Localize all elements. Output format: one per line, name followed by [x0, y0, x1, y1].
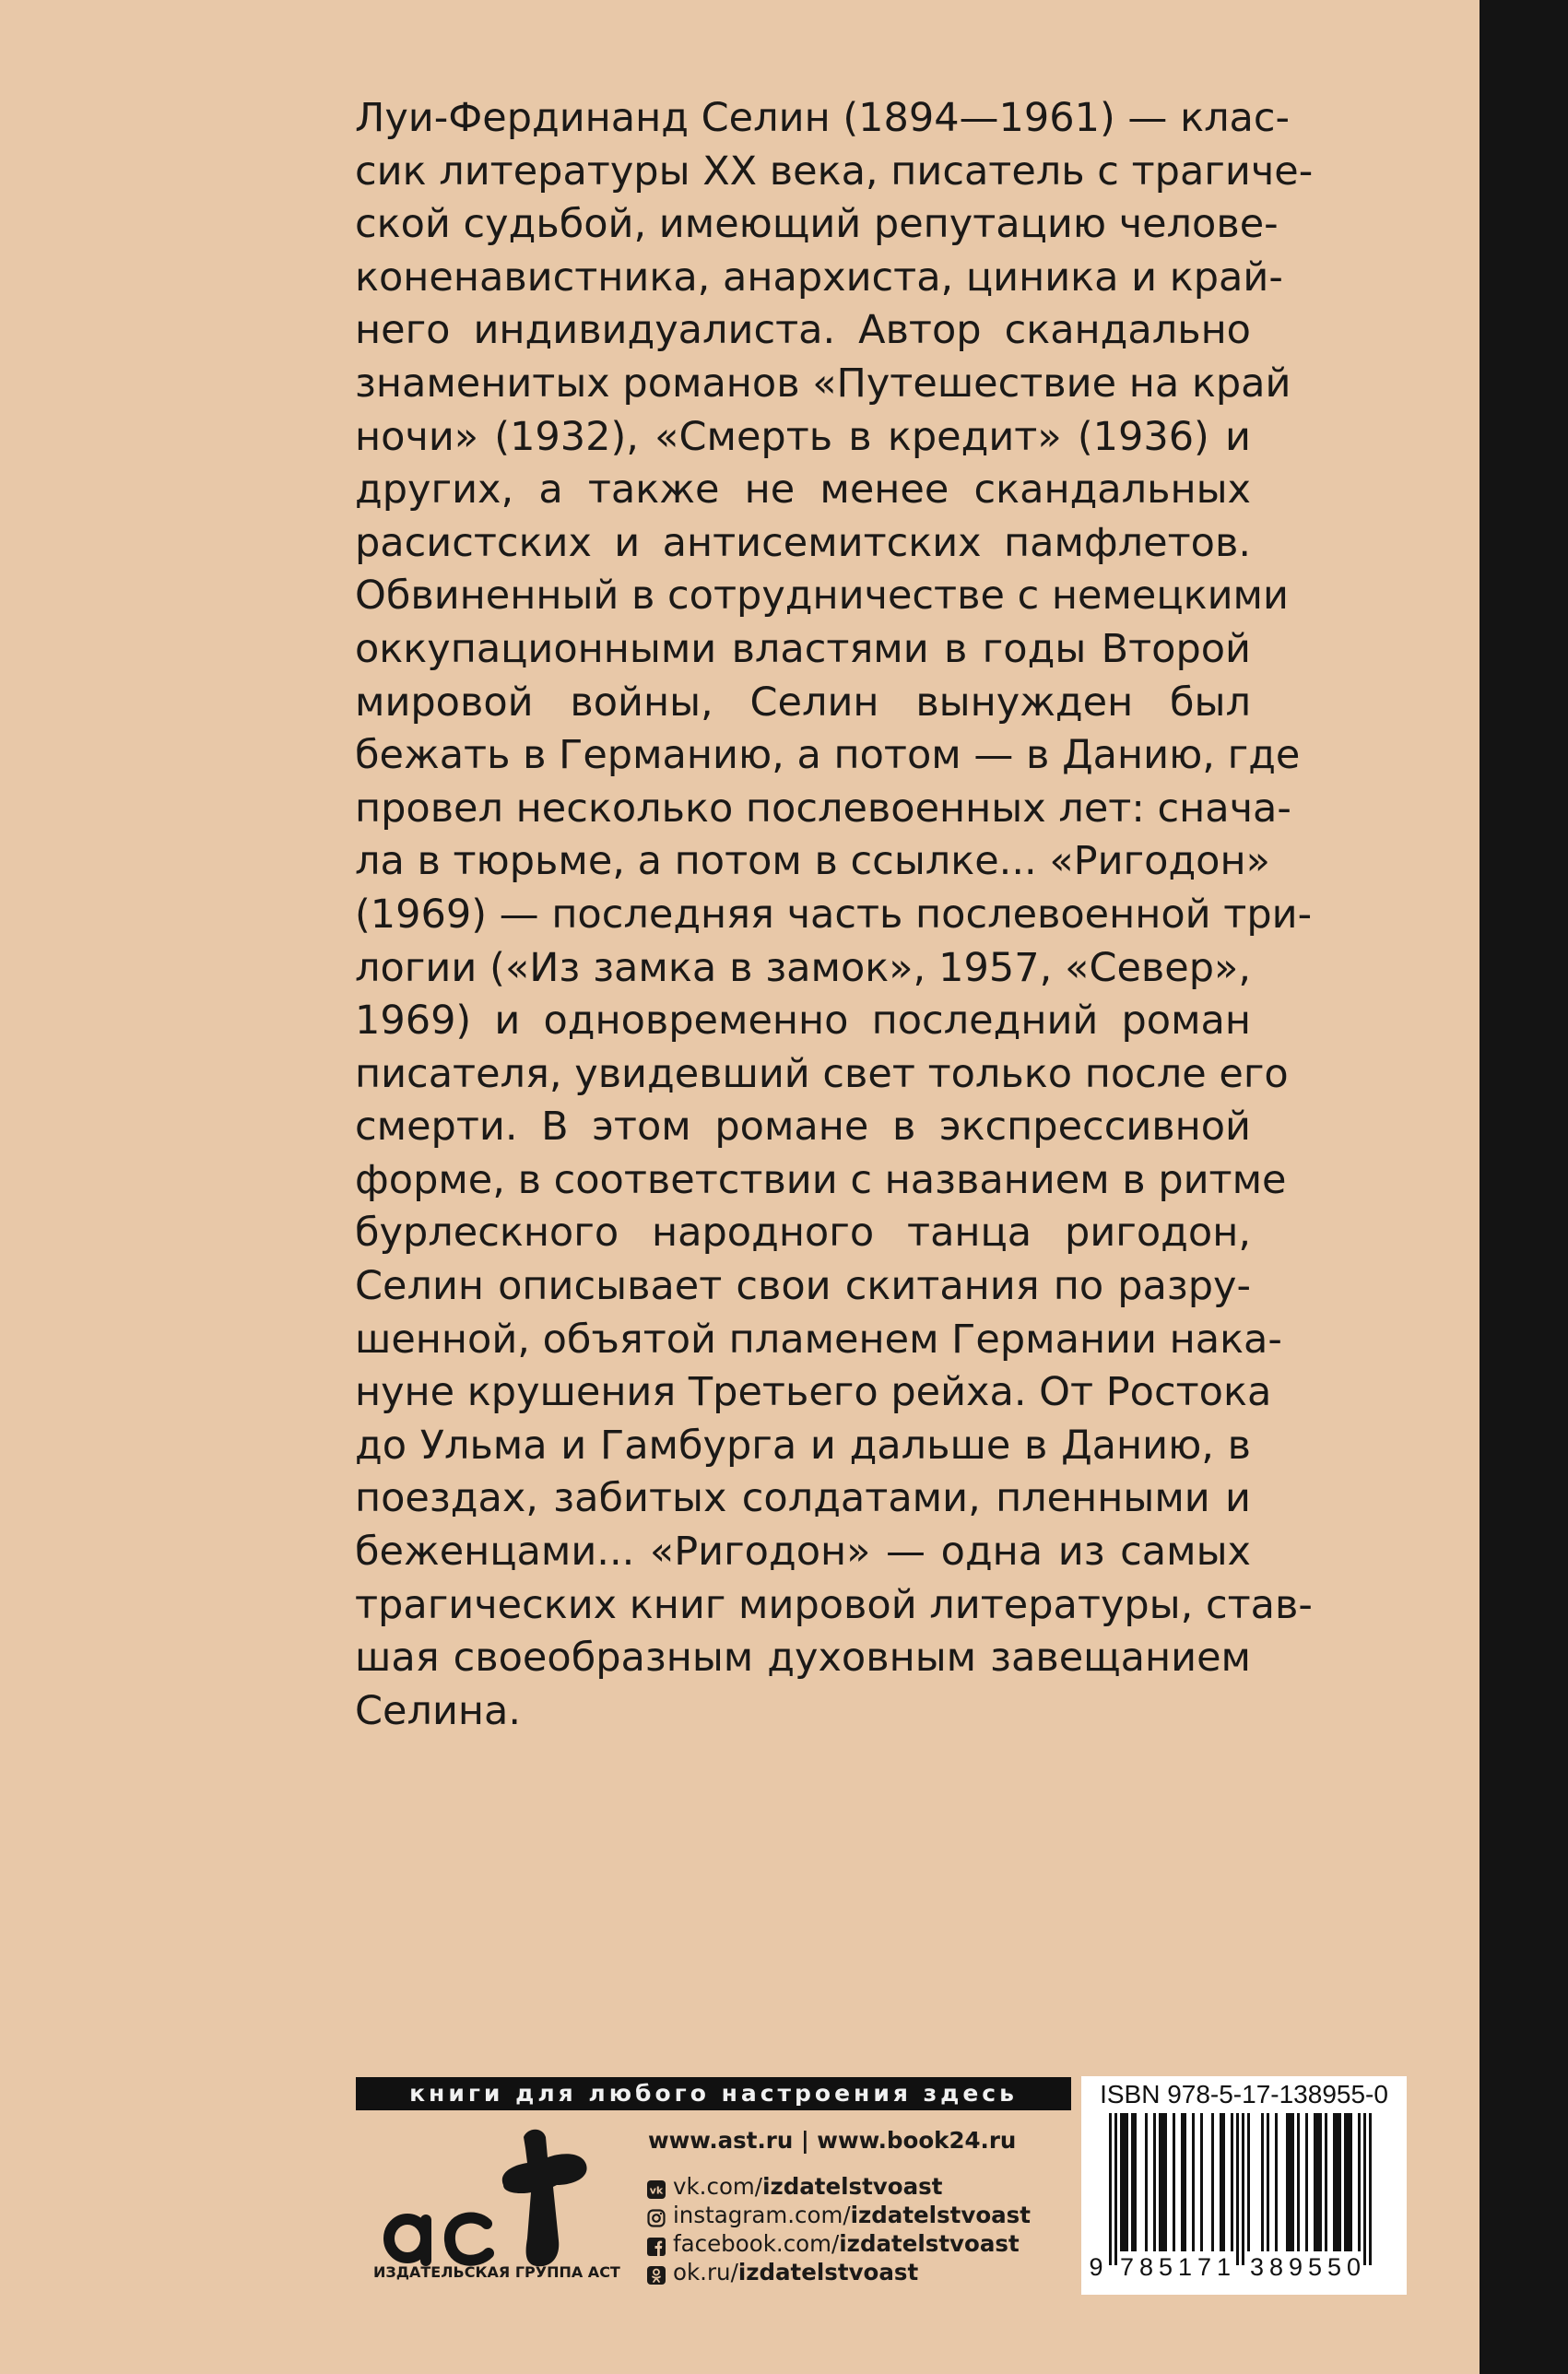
annotation-line: форме, в соответствии с названием в ритме: [355, 1156, 1287, 1203]
barcode-bar: [1297, 2113, 1300, 2251]
barcode-digit: 8: [1268, 2253, 1284, 2281]
barcode-bar: [1184, 2113, 1186, 2251]
annotation-line: 1969) и одновременно последний роман: [355, 998, 1251, 1045]
social-link-odnoklassniki[interactable]: [647, 2258, 1031, 2286]
annotation-line: (1969) — последняя часть послевоенной три-: [355, 891, 1313, 938]
barcode-bar: [1222, 2113, 1225, 2251]
annotation-line: ла в тюрьме, а потом в ссылке... «Ригодон»: [355, 838, 1270, 885]
barcode-bar: [1267, 2113, 1269, 2251]
barcode-digit: 5: [1326, 2253, 1342, 2281]
social-links: [647, 2172, 1031, 2286]
vk-icon: [647, 2178, 666, 2196]
annotation-line: трагических книг мировой литературы, став-: [355, 1581, 1313, 1628]
barcode-bar: [1347, 2113, 1350, 2251]
barcode-bar: [1236, 2113, 1239, 2265]
barcode-bar: [1363, 2113, 1366, 2265]
annotation-line: шенной, объятой пламенем Германии нака-: [355, 1316, 1282, 1363]
barcode-digit: 7: [1119, 2253, 1135, 2281]
annotation-line: Селин описывает свои скитания по разру-: [355, 1263, 1251, 1310]
annotation-line: логии («Из замка в замок», 1957, «Север»,: [355, 944, 1251, 991]
annotation-line: до Ульма и Гамбурга и дальше в Данию, в: [355, 1422, 1251, 1469]
annotation-line: беженцами... «Ригодон» — одна из самых: [355, 1529, 1251, 1576]
annotation-line: него индивидуалиста. Автор скандально: [355, 307, 1251, 354]
annotation-line: Селина.: [355, 1687, 522, 1734]
barcode-bar: [1220, 2113, 1222, 2251]
barcode-bar: [1275, 2113, 1278, 2251]
annotation-line: ночи» (1932), «Смерть в кредит» (1936) и: [355, 413, 1251, 460]
barcode-bar: [1305, 2113, 1308, 2251]
spine-band: [1480, 0, 1568, 2374]
barcode-bar: [1126, 2113, 1128, 2251]
annotation-line: мировой войны, Селин вынужден был: [355, 679, 1251, 726]
barcode-bar: [1316, 2113, 1319, 2251]
svg-text:vk: vk: [649, 2184, 664, 2196]
annotation-line: ской судьбой, имеющий репутацию челове-: [355, 201, 1279, 248]
isbn-number: ISBN 978-5-17-138955-0: [1100, 2080, 1388, 2108]
barcode-bar: [1369, 2113, 1372, 2265]
barcode-bar: [1358, 2113, 1361, 2251]
barcode-bar: [1123, 2113, 1126, 2251]
barcode-bar: [1247, 2113, 1250, 2251]
barcode-bar: [1159, 2113, 1161, 2251]
annotation-line: коненавистника, анархиста, циника и край-: [355, 254, 1283, 301]
barcode-bar: [1336, 2113, 1338, 2251]
barcode-bar: [1181, 2113, 1184, 2251]
barcode-bar: [1350, 2113, 1352, 2251]
social-link-handle: izdatelstvoast: [762, 2173, 943, 2200]
barcode-bar: [1242, 2113, 1244, 2265]
barcode-bar: [1192, 2113, 1195, 2251]
barcode-digit: 5: [1307, 2253, 1323, 2281]
barcode-bar: [1338, 2113, 1341, 2251]
barcode-bar: [1314, 2113, 1316, 2251]
barcode-bar: [1289, 2113, 1291, 2251]
logo-cross-shape: [502, 2130, 587, 2266]
barcode-bar: [1109, 2113, 1112, 2265]
social-link-domain: ok.ru/: [673, 2259, 738, 2285]
facebook-icon: [647, 2235, 666, 2253]
barcode-bar: [1145, 2113, 1148, 2251]
annotation-line: бежать в Германию, а потом — в Данию, где: [355, 732, 1301, 779]
social-link-instagram[interactable]: [647, 2201, 1031, 2229]
barcode-bar: [1344, 2113, 1347, 2251]
barcode-bar: [1114, 2113, 1117, 2265]
annotation-line: Обвиненный в сотрудничестве с немецкими: [355, 573, 1289, 620]
annotation-line: сик литературы ХХ века, писатель с трагиче-: [355, 148, 1314, 195]
odnoklassniki-icon: [647, 2263, 666, 2282]
barcode-bar: [1333, 2113, 1336, 2251]
isbn-barcode-box: [1081, 2076, 1407, 2295]
annotation-line: смерти. В этом романе в экспрессивной: [355, 1104, 1251, 1151]
social-link-handle: izdatelstvoast: [850, 2202, 1031, 2228]
barcode-bar: [1319, 2113, 1322, 2251]
social-link-handle: izdatelstvoast: [839, 2230, 1020, 2257]
barcode-digit: 1: [1177, 2253, 1193, 2281]
social-link-domain: vk.com/: [673, 2173, 763, 2200]
barcode-bar: [1200, 2113, 1203, 2251]
barcode-bar: [1291, 2113, 1294, 2251]
barcode-bar: [1164, 2113, 1167, 2251]
annotation-line: нуне крушения Третьего рейха. От Ростока: [355, 1369, 1272, 1416]
barcode-digit: 9: [1288, 2253, 1303, 2281]
barcode-bar: [1173, 2113, 1175, 2251]
barcode-bar: [1211, 2113, 1214, 2251]
barcode-bar: [1325, 2113, 1327, 2251]
annotation-line: писателя, увидевший свет только после его: [355, 1050, 1289, 1097]
barcode-digit: 3: [1249, 2253, 1265, 2281]
barcode-bar: [1153, 2113, 1156, 2251]
instagram-icon: [647, 2206, 666, 2225]
barcode: [1081, 2076, 1407, 2295]
barcode-digit: 8: [1138, 2253, 1154, 2281]
publisher-name: ИЗДАТЕЛЬСКАЯ ГРУППА АСТ: [373, 2263, 620, 2281]
annotation-line: других, а также не менее скандальных: [355, 467, 1251, 514]
barcode-digit: 0: [1346, 2253, 1362, 2281]
social-link-handle: izdatelstvoast: [737, 2259, 919, 2285]
annotation-text: [355, 92, 1314, 1738]
barcode-bar: [1231, 2113, 1233, 2251]
barcode-digit: 9: [1089, 2253, 1103, 2281]
annotation-line: поездах, забитых солдатами, пленными и: [355, 1475, 1251, 1522]
annotation-line: провел несколько послевоенных лет: снача-: [355, 785, 1291, 832]
website-links[interactable]: www.ast.ru | www.book24.ru: [648, 2127, 1017, 2154]
social-link-vk[interactable]: [647, 2172, 1031, 2201]
social-link-domain: instagram.com/: [673, 2202, 851, 2228]
annotation-line: оккупационными властями в годы Второй: [355, 625, 1251, 672]
barcode-digit: 5: [1158, 2253, 1173, 2281]
social-link-domain: facebook.com/: [673, 2230, 840, 2257]
barcode-bar: [1131, 2113, 1134, 2251]
slogan-bar: книги для любого настроения здесь: [356, 2077, 1071, 2110]
barcode-bar: [1286, 2113, 1289, 2251]
annotation-line: шая своеобразным духовным завещанием: [355, 1635, 1251, 1682]
barcode-bar: [1134, 2113, 1137, 2251]
barcode-digit: 1: [1216, 2253, 1232, 2281]
annotation-line: бурлескного народного танца ригодон,: [355, 1210, 1251, 1257]
barcode-bar: [1261, 2113, 1264, 2251]
annotation-line: знаменитых романов «Путешествие на край: [355, 360, 1291, 407]
barcode-bar: [1120, 2113, 1123, 2251]
barcode-digit: 7: [1197, 2253, 1212, 2281]
annotation-line: Луи-Фердинанд Селин (1894—1961) — клас-: [355, 95, 1291, 141]
annotation-line: расистских и антисемитских памфлетов.: [355, 519, 1251, 566]
barcode-bar: [1161, 2113, 1164, 2251]
social-link-facebook[interactable]: [647, 2229, 1031, 2258]
